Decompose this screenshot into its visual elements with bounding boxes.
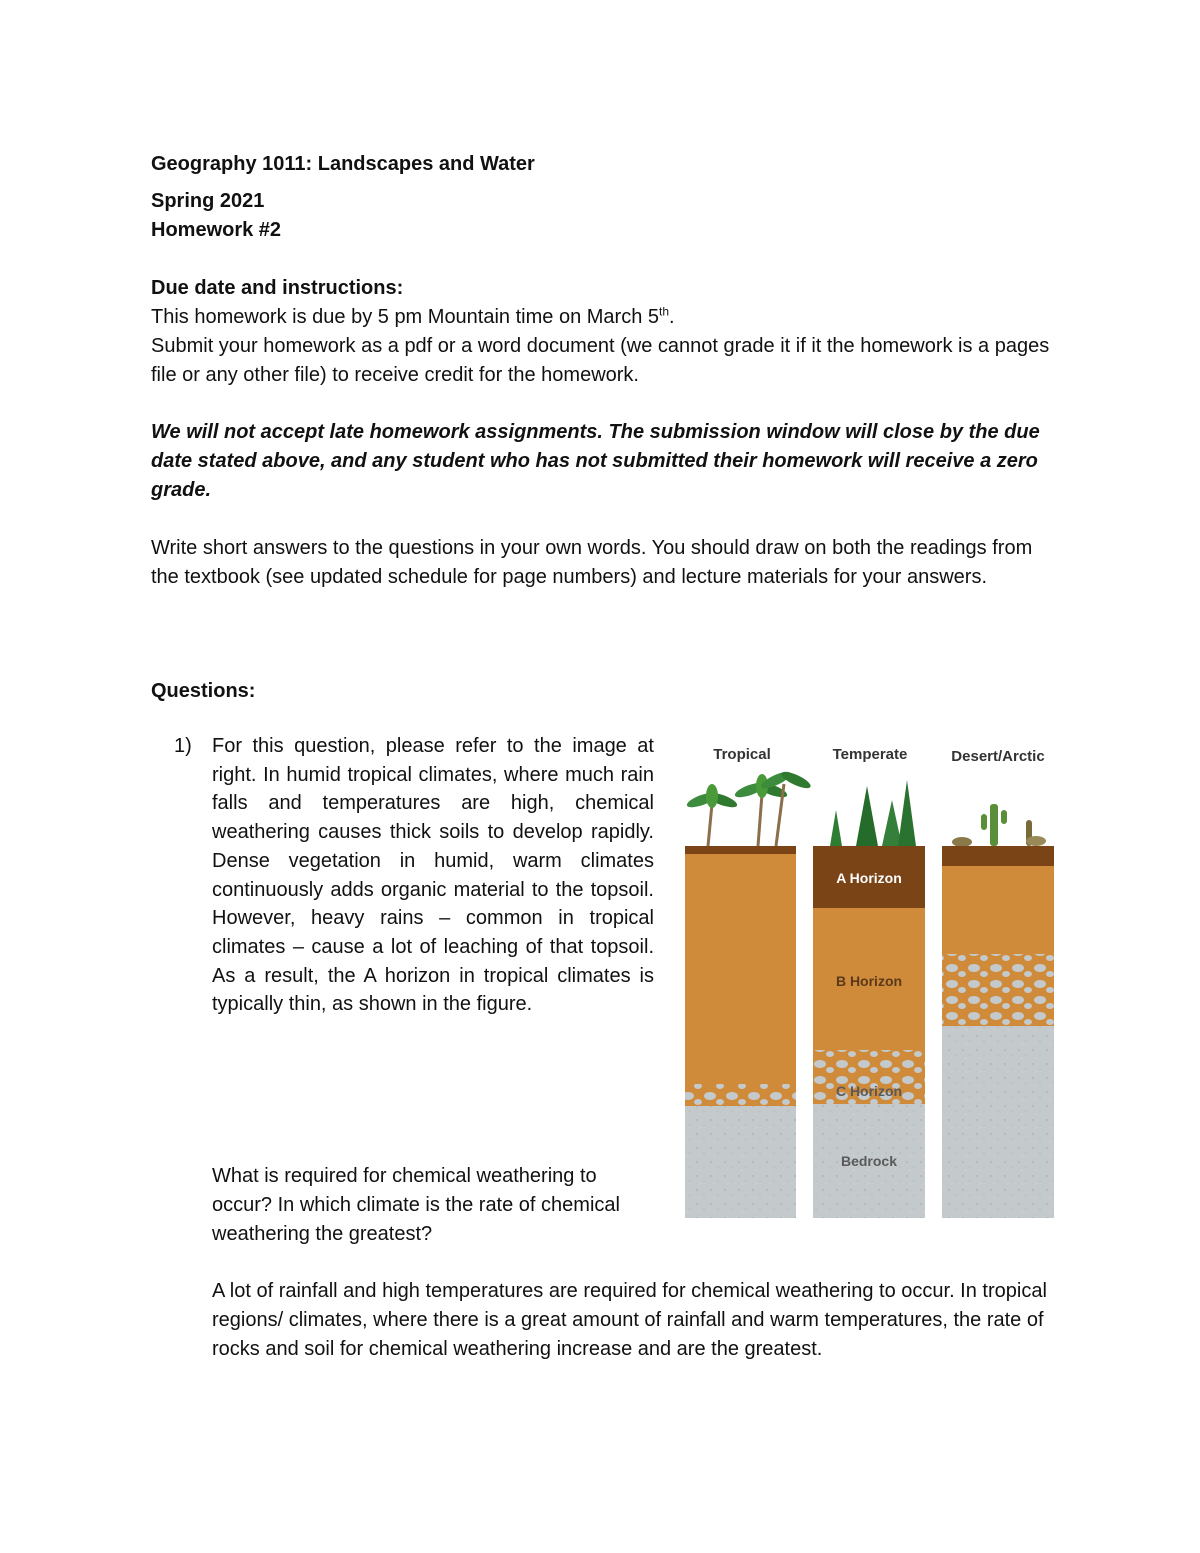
question-answer: A lot of rainfall and high temperatures are required for chemical weathering to occur. In tropical regions/ climates, where there is a great amount of rainfall and warm temperatures, the rate of rocks and soil for chemical weathering increase and are the greatest. [212, 1280, 1047, 1360]
conifer-tree-icon [830, 780, 916, 846]
submission-instructions: Submit your homework as a pdf or a word document (we cannot grade it if it the homework is a pages file or any other file) to receive credit for the homework. [151, 335, 1050, 386]
soil-profile-figure [680, 738, 1060, 1223]
instructions-heading: Due date and instructions: [151, 277, 404, 299]
cactus-icon [952, 804, 1046, 847]
due-date-line [151, 303, 1061, 332]
desert-arctic-soil-column [942, 804, 1054, 1218]
homework-number: Homework #2 [151, 219, 282, 241]
due-date-suffix: th [659, 304, 670, 319]
course-title: Geography 1011: Landscapes and Water [151, 153, 535, 175]
due-date-text: This homework is due by 5 pm Mountain time on March 5 [151, 306, 659, 328]
column-label-desert-arctic: Desert/Arctic [951, 748, 1045, 765]
answer-guidance: Write short answers to the questions in your own words. You should draw on both the readings from the textbook (see updated schedule for page numbers) and lecture materials for your answers. [151, 537, 1033, 588]
column-label-tropical: Tropical [713, 746, 771, 763]
questions-heading: Questions: [151, 680, 256, 702]
question-prompt: What is required for chemical weathering to occur? In which climate is the rate of chemical weathering the greatest? [212, 1165, 620, 1245]
term: Spring 2021 [151, 190, 265, 212]
question-body: For this question, please refer to the image at right. In humid tropical climates, where much rain falls and temperatures are high, chemical weathering causes thick soils to develop rapidly. Dense vegetation in humid, warm climates continuously adds organic material to the topsoil. However, heavy rains – common in tropical climates – cause a lot of leaching of that topsoil. As a result, the A horizon in tropical climates is typically thin, as shown in the figure. [212, 735, 654, 1016]
tropical-soil-column [685, 769, 813, 1218]
b-horizon-label: B Horizon [835, 973, 903, 989]
question-number: 1) [174, 735, 192, 757]
c-horizon-label: C Horizon [835, 1083, 903, 1099]
due-date-period: . [669, 306, 675, 328]
temperate-soil-column [813, 780, 925, 1218]
late-policy-warning: We will not accept late homework assignments. The submission window will close by the due date stated above, and any student who has not submitted their homework will receive a zero grade. [151, 421, 1040, 501]
bedrock-label: Bedrock [840, 1153, 898, 1169]
palm-tree-icon [685, 769, 812, 846]
column-label-temperate: Temperate [832, 746, 908, 763]
a-horizon-label: A Horizon [836, 870, 902, 886]
